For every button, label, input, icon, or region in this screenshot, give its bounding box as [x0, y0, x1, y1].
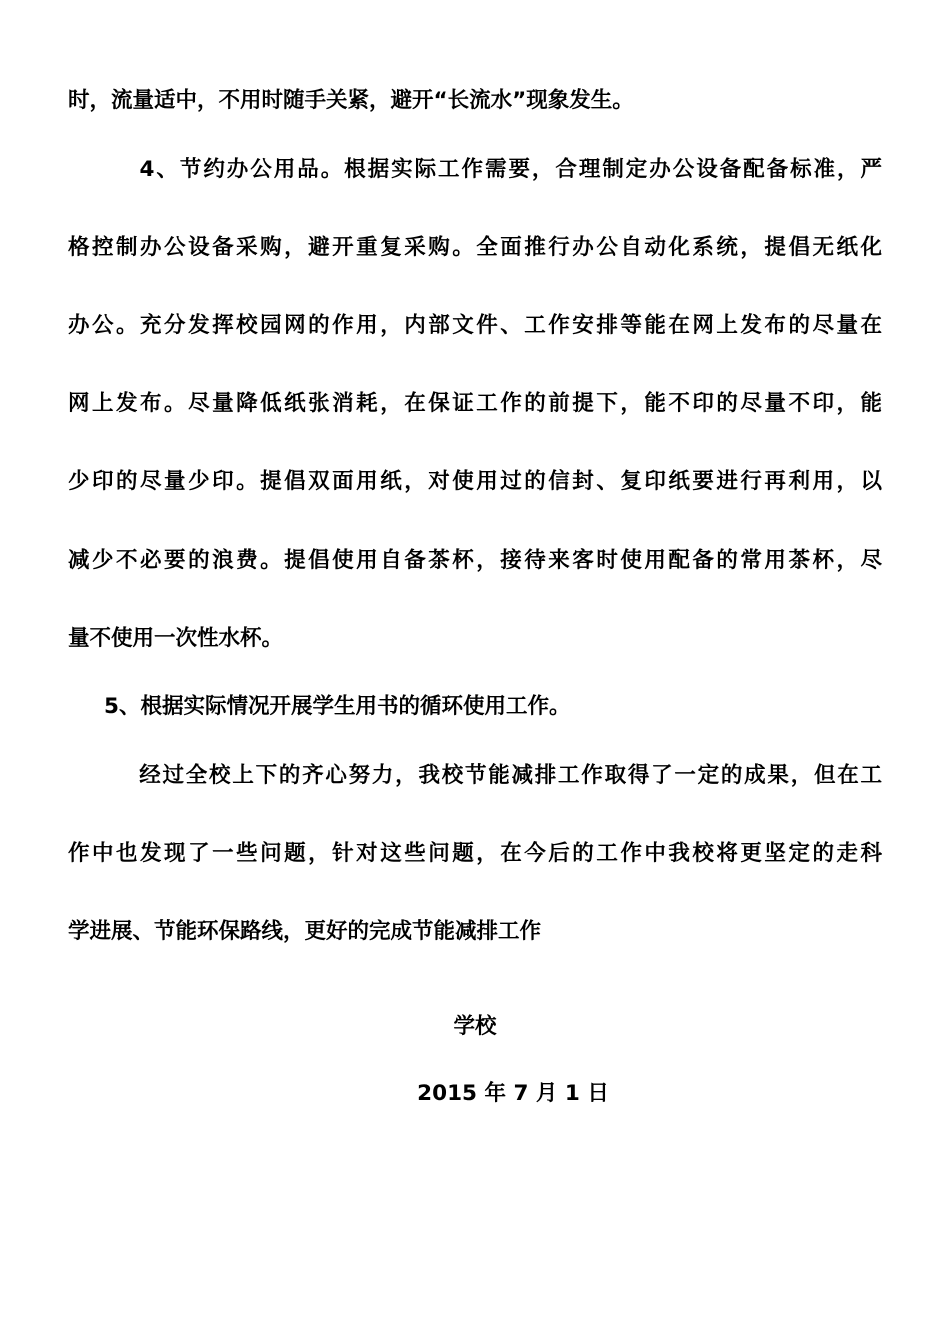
text-line: 格控制办公设备采购，避开重复采购。全面推行办公自动化系统，提倡无纸化 [68, 235, 882, 260]
signature-date: 2015 年 7 月 1 日 [417, 1081, 609, 1106]
signature-school: 学校 [453, 1014, 497, 1039]
text-line: 经过全校上下的齐心努力，我校节能减排工作取得了一定的成果，但在工 [116, 763, 882, 788]
text-line: 量不使用一次性水杯。 [68, 626, 284, 651]
text-line: 4、节约办公用品。根据实际工作需要，合理制定办公设备配备标准，严 [116, 157, 882, 182]
text-line: 作中也发现了一些问题，针对这些问题，在今后的工作中我校将更坚定的走科 [68, 841, 882, 866]
text-line: 办公。充分发挥校园网的作用，内部文件、工作安排等能在网上发布的尽量在 [68, 313, 882, 338]
text-line: 时，流量适中，不用时随手关紧，避开“长流水”现象发生。 [68, 88, 634, 113]
text-line: 少印的尽量少印。提倡双面用纸，对使用过的信封、复印纸要进行再利用，以 [68, 469, 882, 494]
text-line: 5、根据实际情况开展学生用书的循环使用工作。 [104, 694, 571, 719]
text-line: 网上发布。尽量降低纸张消耗，在保证工作的前提下，能不印的尽量不印，能 [68, 391, 882, 416]
text-line: 减少不必要的浪费。提倡使用自备茶杯，接待来客时使用配备的常用茶杯，尽 [68, 548, 882, 573]
text-line: 学进展、节能环保路线，更好的完成节能减排工作 [68, 919, 542, 944]
